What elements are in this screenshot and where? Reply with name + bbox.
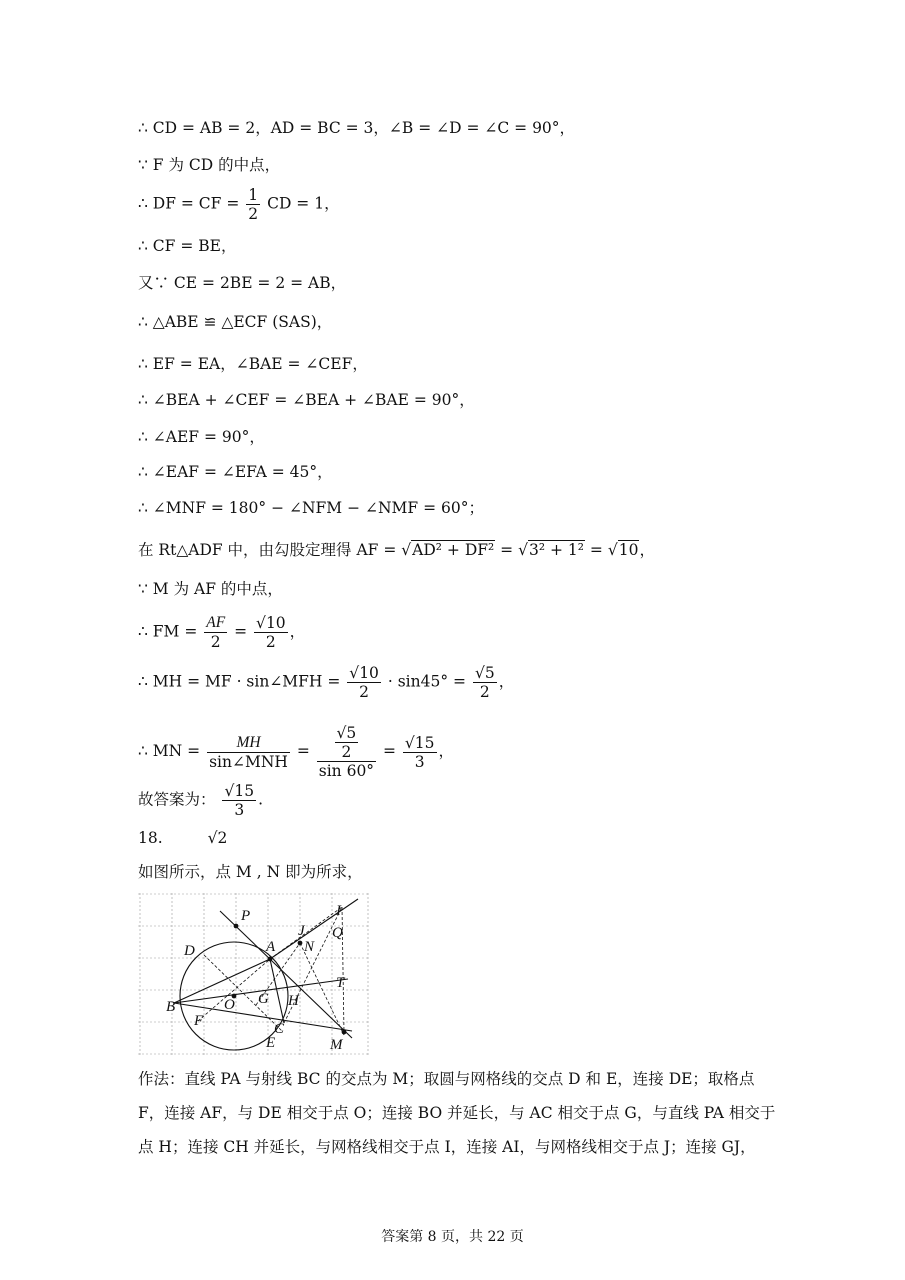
page-footer: 答案第 8 页，共 22 页 [381, 1229, 524, 1245]
fm-fraction: $\frac{AF}{2}$ [206, 614, 226, 651]
line-8: ∴ ∠BEA + ∠CEF = ∠BEA + ∠BAE = 90°， [138, 391, 475, 409]
line-3-text: ∴ DF = CF = [138, 194, 245, 213]
label-n: N [304, 939, 315, 955]
sqrt-af-expr: √AD² + DF² [401, 541, 495, 559]
label-p: P [241, 908, 251, 924]
geometry-figure [138, 893, 370, 1055]
line-19: 如图所示，点 M , N 即为所求， [138, 863, 363, 881]
line-10: ∴ ∠EAF = ∠EFA = 45°， [138, 463, 333, 481]
label-j: J [298, 923, 305, 939]
construction-method: 作法：直线 PA 与射线 BC 的交点为 M；取圆与网格线的交点 D 和 E，连接 DE；取格点 F，连接 AF，与 DE 相交于点 O；连接 BO 并延长，与 AC 相交于点 G，与直线 PA 相交于点 H；连接 CH 并延长，与网格线相交于点 I，连接 AI，与网格线相交于点 J；连接 GJ， [138, 1070, 776, 1156]
mh-fraction: $\frac{√10}{2}$ [349, 664, 379, 701]
label-e: E [266, 1035, 276, 1051]
label-q: Q [332, 925, 343, 941]
line-1: ∴ CD = AB = 2，AD = BC = 3，∠B = ∠D = ∠C = 90°， [138, 119, 576, 137]
label-a: A [266, 939, 276, 955]
line-5: 又∵ CE = 2BE = 2 = AB， [138, 274, 347, 292]
label-f: F [194, 1013, 204, 1029]
q18-answer: √2 [207, 829, 228, 847]
fm-result: $\frac{√10}{2}$ [256, 614, 286, 651]
line-17-text: 故答案为： [138, 790, 216, 809]
sqrt-af-res: √10 [607, 541, 639, 559]
mn-complex: $\frac{\frac{√5}{2}}{\sin 60^\circ}$ [318, 724, 375, 780]
mh-sin: · sin45° = [387, 672, 471, 691]
line-7: ∴ EF = EA，∠BAE = ∠CEF， [138, 355, 368, 373]
answer-fraction: $\frac{√15}{3}$ [224, 782, 255, 819]
label-o: O [224, 997, 235, 1013]
half-fraction: $\frac{1}{2}$ [248, 186, 259, 223]
label-g: G [258, 991, 269, 1007]
line-16-text: ∴ MN = [138, 742, 206, 760]
line-6: ∴ △ABE ≌ △ECF (SAS)， [138, 313, 333, 331]
label-h: H [288, 993, 299, 1009]
label-t: T [336, 975, 345, 991]
mh-result: $\frac{√5}{2}$ [474, 664, 495, 701]
line-15-text: ∴ MH = MF · sin∠MFH = [138, 672, 346, 691]
label-d: D [184, 943, 195, 959]
line-11: ∴ ∠MNF = 180° − ∠NFM − ∠NMF = 60°； [138, 499, 484, 517]
label-c: C [274, 1021, 285, 1037]
line-12: 在 Rt△ADF 中，由勾股定理得 AF = √AD² + DF² = √3² + 1² = √10， [138, 541, 655, 559]
line-14: ∴ FM = $\frac{AF}{2}$ = $\frac{√10}{2}$ ， [138, 614, 306, 651]
label-b: B [166, 999, 176, 1015]
line-14-text: ∴ FM = [138, 622, 203, 641]
sqrt-af-mid: √3² + 1² [518, 541, 584, 559]
line-2: ∵ F 为 CD 的中点， [138, 156, 281, 174]
line-17: 故答案为： $\frac{√15}{3}$ . [138, 782, 264, 819]
q18-number: 18. [138, 829, 163, 847]
line-16: ∴ MN = $\frac{MH}{\text{sin∠MNH}}$ = $\frac{\frac{√5}{2}}{\sin 60^\circ}$ = $\frac{√15}{3}$ ， [138, 724, 455, 780]
mn-result: $\frac{√15}{3}$ [404, 733, 435, 771]
cd-eq-1: CD = 1， [267, 194, 340, 213]
line-13: ∵ M 为 AF 的中点， [138, 580, 283, 598]
line-12-text: 在 Rt△ADF 中，由勾股定理得 AF = [138, 541, 402, 559]
label-i: I [336, 903, 341, 919]
line-4: ∴ CF = BE， [138, 237, 237, 255]
label-m: M [330, 1037, 343, 1053]
line-9: ∴ ∠AEF = 90°， [138, 428, 265, 446]
q18-line [138, 828, 227, 848]
line-15: ∴ MH = MF · sin∠MFH = $\frac{√10}{2}$ · sin45° = $\frac{√5}{2}$ ， [138, 664, 515, 701]
line-3 [138, 186, 340, 223]
mn-fraction: $\frac{MH}{\text{sin∠MNH}}$ [209, 733, 288, 771]
